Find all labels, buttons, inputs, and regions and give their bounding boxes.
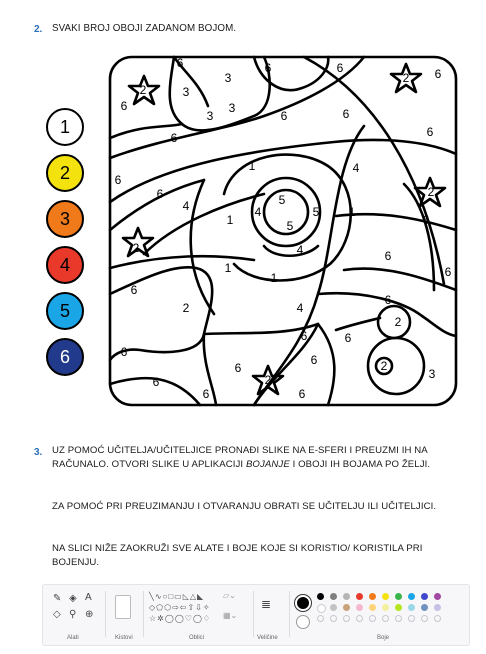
palette-color[interactable] [330,604,337,611]
palette-color[interactable] [369,593,376,600]
legend-color-5: 5 [46,292,84,330]
num-at: 6 [152,375,160,389]
eraser-icon[interactable]: ◇ [53,609,61,620]
legend-color-4: 4 [46,246,84,284]
palette-color[interactable] [408,593,415,600]
num-ai: 6 [130,283,138,297]
palette-custom-slot[interactable] [395,615,402,622]
magnifier-icon[interactable]: ⊕ [85,609,94,620]
fill-bucket-icon[interactable]: ◈ [69,593,77,604]
shapes-row-1: ╲∿○□▭◺△◣ [149,592,205,601]
palette-custom-slot[interactable] [421,615,428,622]
num-p: 1 [248,159,256,173]
num-ab: 6 [422,213,430,227]
task2-instruction: SVAKI BROJ OBOJI ZADANOM BOJOM. [52,23,237,34]
palette-custom-slot[interactable] [369,615,376,622]
shape-outline-icon[interactable]: ▱⌄ [223,591,236,600]
num-a: 6 [176,56,184,70]
legend-color-3: 3 [46,200,84,238]
num-ap: 2 [380,359,388,373]
task3-p1-end: I OBOJI IH BOJAMA PO ŽELJI. [292,459,431,470]
tools-label: Alati [67,635,79,641]
divider [105,591,106,637]
num-t: 4 [182,199,190,213]
num-b: 3 [224,71,232,85]
num-k: 3 [228,101,236,115]
divider [253,591,254,637]
num-ag: 6 [384,249,392,263]
palette-custom-slot[interactable] [356,615,363,622]
task3-number: 3. [34,447,43,458]
palette-custom-slot[interactable] [343,615,350,622]
brush-icon[interactable] [115,595,131,619]
color-legend [46,108,88,384]
num-e: 2 [139,83,147,97]
palette-color[interactable] [382,604,389,611]
num-s: 6 [156,187,164,201]
num-aa: 2 [427,185,435,199]
pencil-icon[interactable]: ✎ [53,593,62,604]
num-f: 6 [120,99,128,113]
num-aj: 2 [182,301,190,315]
num-aq: 3 [428,367,436,381]
num-av: 6 [202,387,210,401]
num-ah: 6 [444,265,452,279]
num-am: 2 [394,315,402,329]
num-q: 4 [352,161,360,175]
num-ac: 4 [296,243,304,257]
num-c: 6 [264,61,272,75]
task3-paragraph-3: NA SLICI NIŽE ZAOKRUŽI SVE ALATE I BOJE KOJE SI KORISTIO/ KORISTILA PRI BOJENJU. [52,543,423,568]
num-ax: 6 [300,329,308,343]
task3-paragraph-1 [52,444,452,472]
palette-color[interactable] [421,593,428,600]
legend-color-6: 6 [46,338,84,376]
num-ad: 2 [132,241,140,255]
legend-color-1: 1 [46,108,84,146]
palette-custom-slot[interactable] [317,615,324,622]
num-x: 5 [312,205,320,219]
palette-custom-slot[interactable] [408,615,415,622]
palette-color[interactable] [330,593,337,600]
task2-number: 2. [34,24,43,35]
num-ae: 1 [224,261,232,275]
text-tool-icon[interactable]: A [85,592,92,603]
palette-color[interactable] [356,604,363,611]
palette-color[interactable] [434,593,441,600]
num-ar: 6 [234,361,242,375]
num-m: 6 [342,107,350,121]
palette-color[interactable] [343,593,350,600]
palette-color[interactable] [395,593,402,600]
palette-custom-slot[interactable] [330,615,337,622]
num-ak: 4 [296,301,304,315]
palette-color[interactable] [343,604,350,611]
num-h: 3 [182,85,190,99]
shapes-row-2: ◇⬠⬡⇨⇦⇧⇩✧ [149,603,211,612]
num-as: 6 [310,353,318,367]
shapes-row-3: ☆✲◯◯♡◯♢ [149,614,212,623]
paint-toolbar [42,584,470,646]
shapes-label: Oblici [189,635,205,641]
num-n: 6 [170,131,178,145]
num-al: 6 [384,293,392,307]
palette-color[interactable] [356,593,363,600]
num-i: 6 [434,67,442,81]
task3-paragraph-2: ZA POMOĆ PRI PREUZIMANJU I OTVARANJU OBRATI SE UČITELJU ILI UČITELJICI. [52,501,437,512]
num-u: 1 [226,213,234,227]
num-aw: 6 [298,387,306,401]
palette-color[interactable] [382,593,389,600]
palette-color[interactable] [317,593,324,600]
num-ao: 6 [120,345,128,359]
brushes-label: Kistovi [115,635,133,641]
color-by-number-picture [104,54,462,410]
divider [143,591,144,637]
size-label: Veličine [257,635,278,641]
num-r: 6 [114,173,122,187]
num-l: 6 [280,109,288,123]
palette-custom-slot[interactable] [382,615,389,622]
num-y: 5 [286,219,294,233]
num-af: 1 [270,271,278,285]
task3-p1-text: UZ POMOĆ UČITELJA/UČITELJICE PRONAĐI SLIKE NA E-SFERI I PREUZMI IH NA RAČUNALO. OTVORI SLIKE U APLIKACIJI [52,445,428,470]
num-o: 6 [426,125,434,139]
num-au: 2 [264,373,272,387]
shape-fill-icon[interactable]: ▦⌄ [223,611,238,620]
color-picker-icon[interactable]: ⚲ [69,609,77,620]
num-v: 4 [254,205,262,219]
palette-color[interactable] [395,604,402,611]
num-g: 2 [402,71,410,85]
palette-color[interactable] [434,604,441,611]
num-w: 5 [278,193,286,207]
palette-color[interactable] [408,604,415,611]
palette-color[interactable] [369,604,376,611]
num-an: 6 [344,331,352,345]
colors-label: Boje [377,635,390,641]
palette-custom-slot[interactable] [434,615,441,622]
primary-color-swatch[interactable] [295,595,311,611]
size-lines-icon[interactable]: ≣ [261,597,272,611]
secondary-color-swatch[interactable] [296,615,310,629]
task3-p1-app-name: BOJANJE [245,459,290,470]
legend-color-2: 2 [46,154,84,192]
divider [289,591,290,637]
palette-color[interactable] [421,604,428,611]
palette-color[interactable] [317,604,326,613]
color-palette [317,593,457,633]
num-j: 3 [206,109,214,123]
num-z: 1 [348,205,356,219]
num-d: 6 [336,61,344,75]
